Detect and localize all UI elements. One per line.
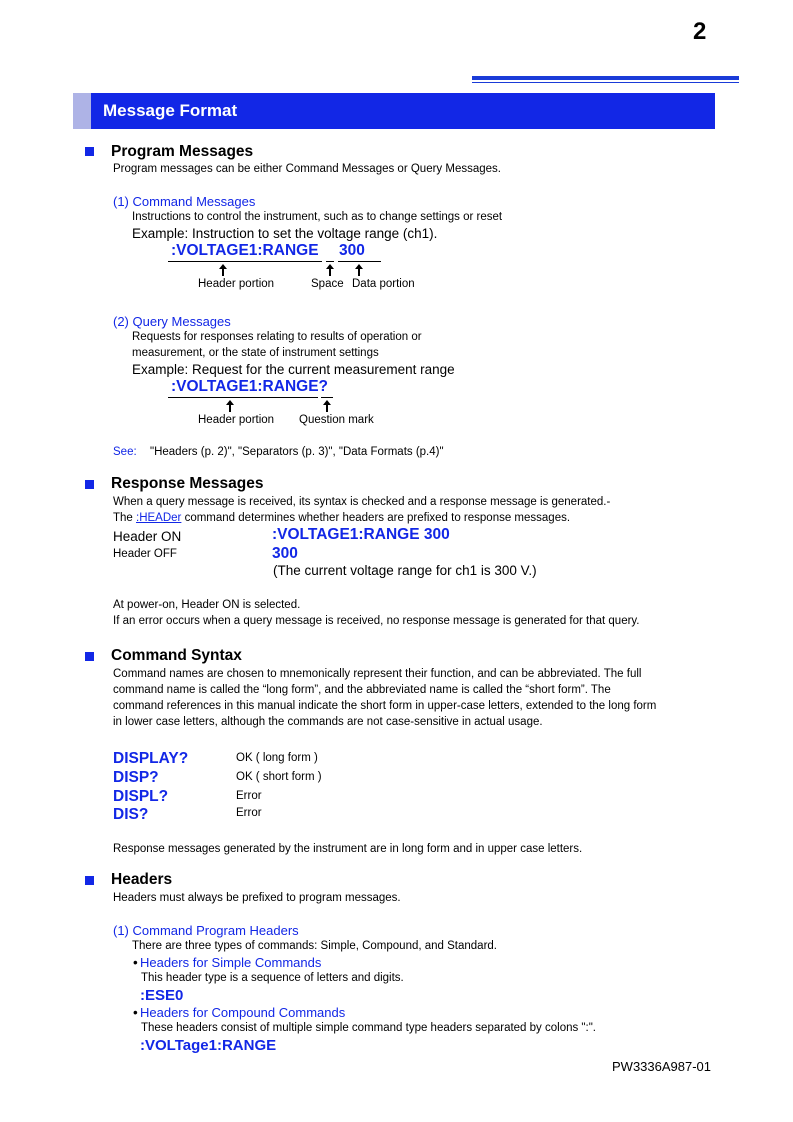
example-result: OK ( long form ) — [236, 752, 318, 764]
header-rule-thin — [472, 82, 739, 83]
command-types-desc: There are three types of commands: Simple, Compound, and Standard. — [132, 940, 498, 952]
command-header-code: :VOLTAGE1:RANGE — [171, 242, 319, 259]
page-number: 2 — [693, 18, 707, 45]
bullet-dot-icon: • — [133, 955, 138, 970]
header-rule-thick — [472, 76, 739, 80]
up-arrow-icon — [322, 400, 332, 412]
syntax-para-4: in lower case letters, although the commands are not case-sensitive in actual usage. — [113, 716, 543, 728]
header-on-value: :VOLTAGE1:RANGE 300 — [272, 526, 450, 543]
simple-code: :ESE0 — [140, 987, 184, 1004]
header-off-value: 300 — [272, 545, 298, 562]
query-code: :VOLTAGE1:RANGE? — [171, 378, 329, 395]
compound-desc: These headers consist of multiple simple command type headers separated by colons ":". — [141, 1022, 596, 1034]
example-result: Error — [236, 790, 262, 802]
header-command-link[interactable]: :HEADer — [136, 512, 182, 524]
power-on-note: At power-on, Header ON is selected. — [113, 599, 301, 611]
subheading-command-messages: (1) Command Messages — [113, 194, 256, 209]
label-space: Space — [311, 278, 344, 290]
query-header-underline — [168, 397, 318, 398]
syntax-para-1: Command names are chosen to mnemonically represent their function, and can be abbreviated. The full — [113, 668, 642, 680]
command-example: Example: Instruction to set the voltage range (ch1). — [132, 226, 438, 241]
label-header-portion: Header portion — [198, 278, 275, 290]
simple-desc: This header type is a sequence of letters and digits. — [141, 972, 404, 984]
example-result: Error — [236, 807, 262, 819]
see-label: See: — [113, 446, 137, 458]
query-desc-2: measurement, or the state of instrument settings — [132, 347, 379, 359]
example-command: DISPL? — [113, 788, 169, 805]
response-line-2: The :HEADer command determines whether headers are prefixed to response messages. — [113, 512, 571, 524]
label-query-header-portion: Header portion — [198, 414, 275, 426]
compound-code: :VOLTage1:RANGE — [140, 1037, 277, 1054]
data-underline — [338, 261, 381, 262]
bullet-dot-icon: • — [133, 1005, 138, 1020]
heading-command-syntax: Command Syntax — [111, 647, 242, 664]
example-command: DISP? — [113, 769, 159, 786]
section-title: Message Format — [103, 101, 238, 120]
question-underline — [321, 397, 333, 398]
banner-accent — [73, 93, 91, 129]
voltage-range-note: (The current voltage range for ch1 is 300 V.) — [273, 563, 537, 578]
command-desc: Instructions to control the instrument, such as to change settings or reset — [132, 211, 503, 223]
header-off-label: Header OFF — [113, 548, 177, 560]
up-arrow-icon — [225, 400, 235, 412]
example-command: DISPLAY? — [113, 750, 189, 767]
subheading-compound-commands: Headers for Compound Commands — [140, 1005, 346, 1020]
header-underline — [168, 261, 322, 262]
headers-intro: Headers must always be prefixed to program messages. — [113, 892, 401, 904]
query-example: Example: Request for the current measurement range — [132, 362, 455, 377]
heading-program-messages: Program Messages — [111, 143, 254, 160]
response-form-note: Response messages generated by the instrument are in long form and in upper case letters. — [113, 843, 583, 855]
subheading-simple-commands: Headers for Simple Commands — [140, 955, 322, 970]
syntax-para-3: command references in this manual indicate the short form in upper-case letters, extended to the long form — [113, 700, 657, 712]
query-desc-1: Requests for responses relating to results of operation or — [132, 331, 422, 343]
program-intro: Program messages can be either Command Messages or Query Messages. — [113, 163, 501, 175]
bullet-square-icon — [85, 876, 94, 885]
up-arrow-icon — [218, 264, 228, 276]
bullet-square-icon — [85, 652, 94, 661]
response-line-1: When a query message is received, its syntax is checked and a response message is generated.- — [113, 496, 611, 508]
up-arrow-icon — [354, 264, 364, 276]
bullet-square-icon — [85, 147, 94, 156]
heading-headers: Headers — [111, 871, 173, 888]
header-on-label: Header ON — [113, 529, 182, 544]
bullet-square-icon — [85, 480, 94, 489]
document-code: PW3336A987-01 — [612, 1059, 712, 1074]
space-underline — [326, 261, 334, 262]
subheading-query-messages: (2) Query Messages — [113, 314, 231, 329]
label-question-mark: Question mark — [299, 414, 374, 426]
syntax-para-2: command name is called the “long form”, and the abbreviated name is called the “short form”. The — [113, 684, 611, 696]
label-data-portion: Data portion — [352, 278, 415, 290]
example-command: DIS? — [113, 806, 149, 823]
example-result: OK ( short form ) — [236, 771, 322, 783]
error-note: If an error occurs when a query message is received, no response message is generated for that query. — [113, 615, 640, 627]
up-arrow-icon — [325, 264, 335, 276]
heading-response-messages: Response Messages — [111, 475, 264, 492]
see-references[interactable]: "Headers (p. 2)", "Separators (p. 3)", "Data Formats (p.4)" — [150, 446, 444, 458]
command-data-code: 300 — [339, 242, 365, 259]
subheading-command-program-headers: (1) Command Program Headers — [113, 923, 299, 938]
